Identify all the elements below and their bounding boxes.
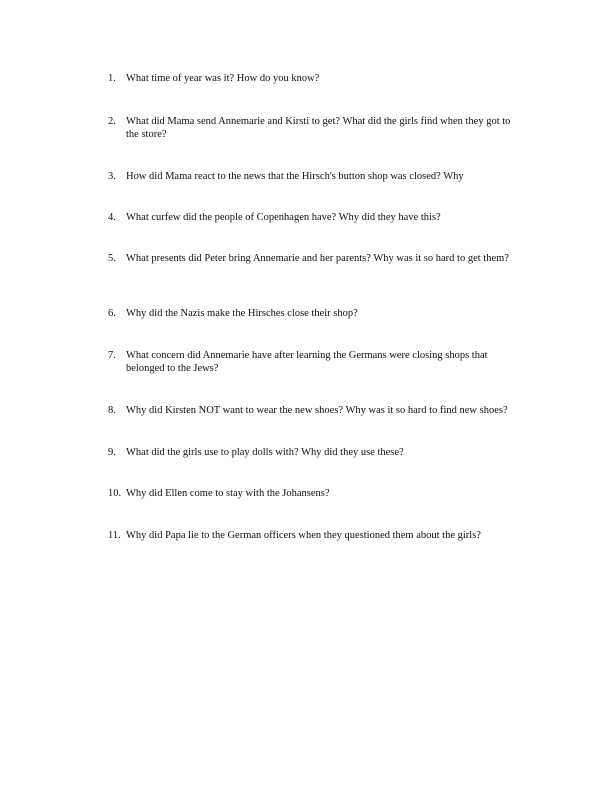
question-number: 5.: [108, 253, 116, 264]
question-number: 8.: [108, 405, 116, 416]
question-item: [108, 529, 520, 542]
question-text: What did Mama send Annemarie and Kirsti to get? What did the girls find when they got to the store?: [126, 116, 511, 140]
question-item: [108, 487, 520, 500]
question-text: What did the girls use to play dolls with? Why did they use these?: [126, 447, 404, 458]
question-text: What concern did Annemarie have after learning the Germans were closing shops that belonged to the Jews?: [126, 350, 488, 374]
question-text: How did Mama react to the news that the Hirsch's button shop was closed? Why: [126, 171, 464, 182]
question-item: [108, 211, 520, 224]
question-text: Why did Kirsten NOT want to wear the new shoes? Why was it so hard to find new shoes?: [126, 405, 508, 416]
question-number: 7.: [108, 350, 116, 361]
question-number: 11.: [108, 530, 121, 541]
question-number: 1.: [108, 73, 116, 84]
question-number: 9.: [108, 447, 116, 458]
question-text: What presents did Peter bring Annemarie and her parents? Why was it so hard to get them?: [126, 253, 509, 264]
question-number: 2.: [108, 116, 116, 127]
question-text: What curfew did the people of Copenhagen have? Why did they have this?: [126, 212, 441, 223]
question-item: [108, 404, 520, 417]
question-text: Why did Papa lie to the German officers when they questioned them about the girls?: [126, 530, 481, 541]
question-text: Why did the Nazis make the Hirsches close their shop?: [126, 308, 358, 319]
question-item: [108, 115, 520, 141]
question-text: What time of year was it? How do you know?: [126, 73, 320, 84]
question-number: 6.: [108, 308, 116, 319]
question-item: [108, 349, 520, 375]
question-item: [108, 170, 520, 183]
question-item: [108, 252, 520, 265]
question-item: [108, 72, 520, 85]
question-number: 4.: [108, 212, 116, 223]
question-item: [108, 307, 520, 320]
question-item: [108, 446, 520, 459]
question-number: 10.: [108, 488, 122, 499]
question-number: 3.: [108, 171, 116, 182]
question-text: Why did Ellen come to stay with the Johansens?: [126, 488, 330, 499]
